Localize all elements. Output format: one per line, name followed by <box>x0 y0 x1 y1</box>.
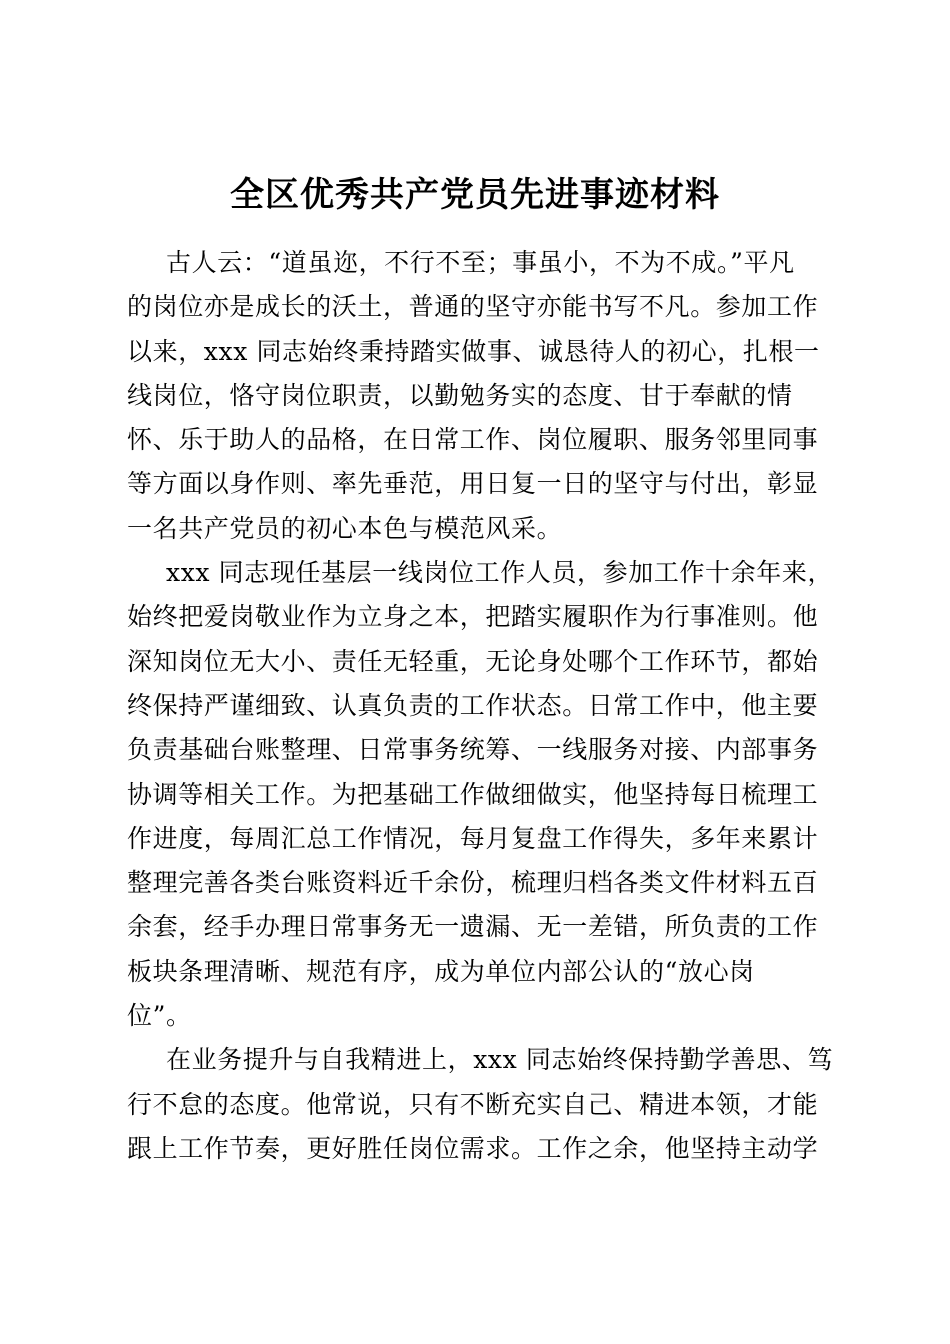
paragraph-2-line-6: 协调等相关工作。为把基础工作做细做实，他坚持每日梳理工 <box>127 779 819 809</box>
paragraph-2-line-5: 负责基础台账整理、日常事务统筹、一线服务对接、内部事务 <box>127 735 819 765</box>
paragraph-3-line-3: 跟上工作节奏，更好胜任岗位需求。工作之余，他坚持主动学 <box>127 1133 819 1163</box>
paragraph-2-line-4: 终保持严谨细致、认真负责的工作状态。日常工作中，他主要 <box>127 690 819 720</box>
paragraph-1-line-4: 线岗位，恪守岗位职责，以勤勉务实的态度、甘于奉献的情 <box>127 380 793 410</box>
paragraph-2-line-3: 深知岗位无大小、责任无轻重，无论身处哪个工作环节，都始 <box>127 646 819 676</box>
paragraph-2-line-2: 始终把爱岗敬业作为立身之本，把踏实履职作为行事准则。他 <box>127 602 819 632</box>
paragraph-1-line-1: 古人云：“道虽迩，不行不至；事虽小，不为不成。”平凡 <box>166 248 795 277</box>
document-body <box>127 241 834 1171</box>
paragraph-2-line-1: xxx 同志现任基层一线岗位工作人员，参加工作十余年来， <box>166 558 834 588</box>
paragraph-1-line-7: 一名共产党员的初心本色与模范风采。 <box>127 513 563 543</box>
paragraph-2-line-8: 整理完善各类台账资料近千余份，梳理归档各类文件材料五百 <box>127 868 819 898</box>
paragraph-2-line-11: 位”。 <box>127 1001 192 1031</box>
document-title: 全区优秀共产党员先进事迹材料 <box>230 175 720 215</box>
paragraph-1-line-5: 怀、乐于助人的品格，在日常工作、岗位履职、服务邻里同事 <box>127 425 819 455</box>
paragraph-2-line-7: 作进度，每周汇总工作情况，每月复盘工作得失，多年来累计 <box>127 823 819 853</box>
paragraph-1-line-3: 以来，xxx 同志始终秉持踏实做事、诚恳待人的初心，扎根一 <box>127 336 820 366</box>
paragraph-2-line-10: 板块条理清晰、规范有序，成为单位内部公认的“放心岗 <box>127 956 755 986</box>
paragraph-1-line-2: 的岗位亦是成长的沃土，普通的坚守亦能书写不凡。参加工作 <box>127 292 819 322</box>
paragraph-3-line-1: 在业务提升与自我精进上，xxx 同志始终保持勤学善思、笃 <box>166 1045 834 1075</box>
paragraph-2-line-9: 余套，经手办理日常事务无一遗漏、无一差错，所负责的工作 <box>127 912 819 942</box>
paragraph-1-line-6: 等方面以身作则、率先垂范，用日复一日的坚守与付出，彰显 <box>127 469 819 499</box>
paragraph-3-line-2: 行不怠的态度。他常说，只有不断充实自己、精进本领，才能 <box>127 1089 819 1119</box>
